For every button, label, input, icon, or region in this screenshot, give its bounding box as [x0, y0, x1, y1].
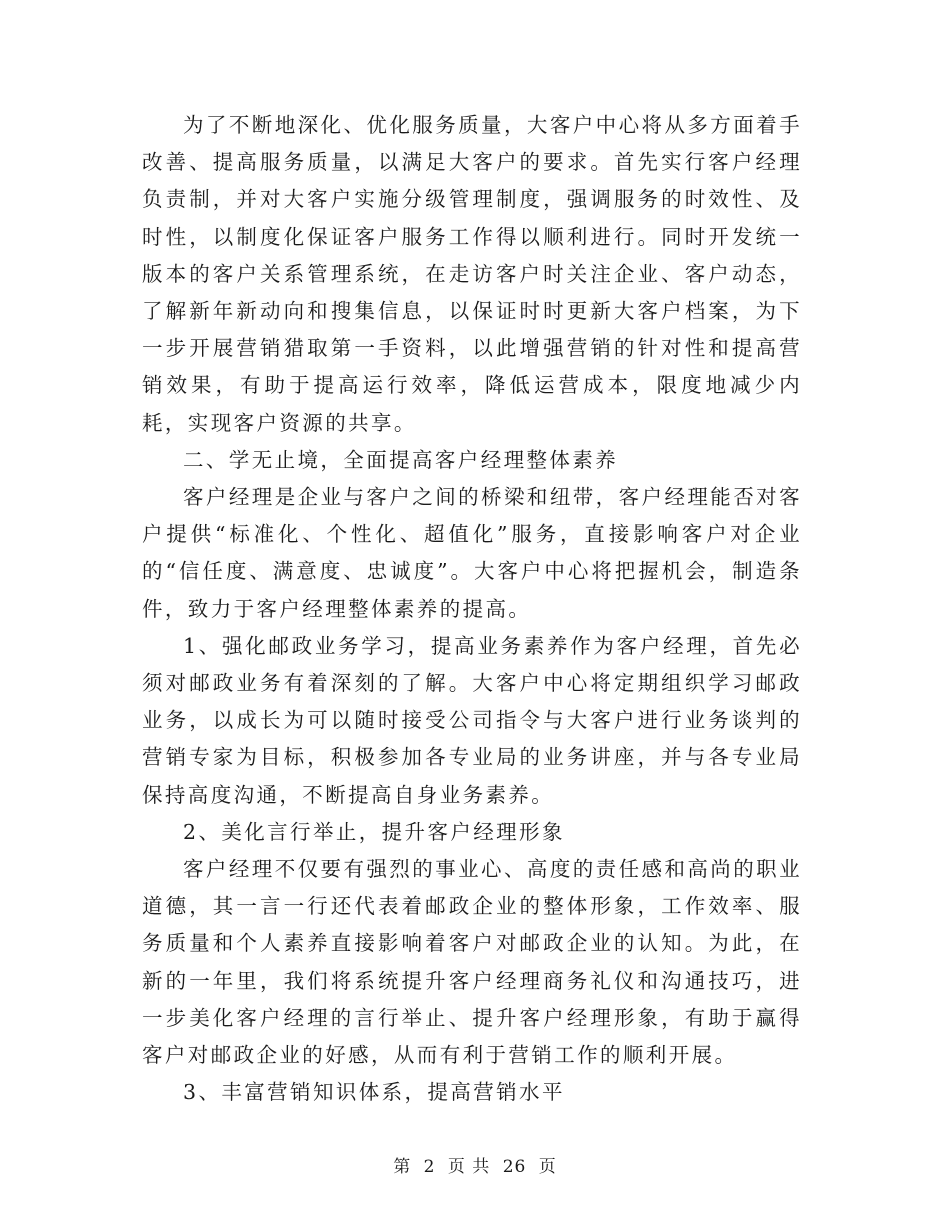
footer-total-pages: 26	[502, 1157, 527, 1177]
section-heading-2: 二、学无止境，全面提高客户经理整体素养	[183, 447, 619, 472]
footer-suffix: 页	[538, 1157, 557, 1177]
footer-middle: 页 共	[447, 1157, 491, 1177]
page-footer	[0, 1152, 950, 1177]
paragraph-account-manager: 客户经理是企业与客户之间的桥梁和纽带，客户经理能否对客户提供“标准化、个性化、超值化”服务，直接影响客户对企业的“信任度、满意度、忠诚度”。大客户中心将把握机会，制造条件，致力于客户经理整体素养的提高。	[142, 485, 802, 621]
subheading-item-3: 3、丰富营销知识体系，提高营销水平	[183, 1080, 565, 1105]
paragraph-service-quality: 为了不断地深化、优化服务质量，大客户中心将从多方面着手改善、提高服务质量，以满足大客户的要求。首先实行客户经理负责制，并对大客户实施分级管理制度，强调服务的时效性、及时性，以制度化保证客户服务工作得以顺利进行。同时开发统一版本的客户关系管理系统，在走访客户时关注企业、客户动态，了解新年新动向和搜集信息，以保证时时更新大客户档案，为下一步开展营销猎取第一手资料，以此增强营销的针对性和提高营销效果，有助于提高运行效率，降低运营成本，限度地减少内耗，实现客户资源的共享。	[142, 113, 802, 435]
footer-current-page: 2	[423, 1157, 436, 1177]
document-body	[142, 107, 802, 1111]
paragraph-item-1: 1、强化邮政业务学习，提高业务素养作为客户经理，首先必须对邮政业务有着深刻的了解。大客户中心将定期组织学习邮政业务，以成长为可以随时接受公司指令与大客户进行业务谈判的营销专家为目标，积极参加各专业局的业务讲座，并与各专业局保持高度沟通，不断提高自身业务素养。	[142, 633, 802, 807]
paragraph-item-2-body: 客户经理不仅要有强烈的事业心、高度的责任感和高尚的职业道德，其一言一行还代表着邮政企业的整体形象，工作效率、服务质量和个人素养直接影响着客户对邮政企业的认知。为此，在新的一年里，我们将系统提升客户经理商务礼仪和沟通技巧，进一步美化客户经理的言行举止、提升客户经理形象，有助于赢得客户对邮政企业的好感，从而有利于营销工作的顺利开展。	[142, 857, 802, 1068]
footer-prefix: 第	[393, 1157, 412, 1177]
subheading-item-2: 2、美化言行举止，提升客户经理形象	[183, 819, 565, 844]
